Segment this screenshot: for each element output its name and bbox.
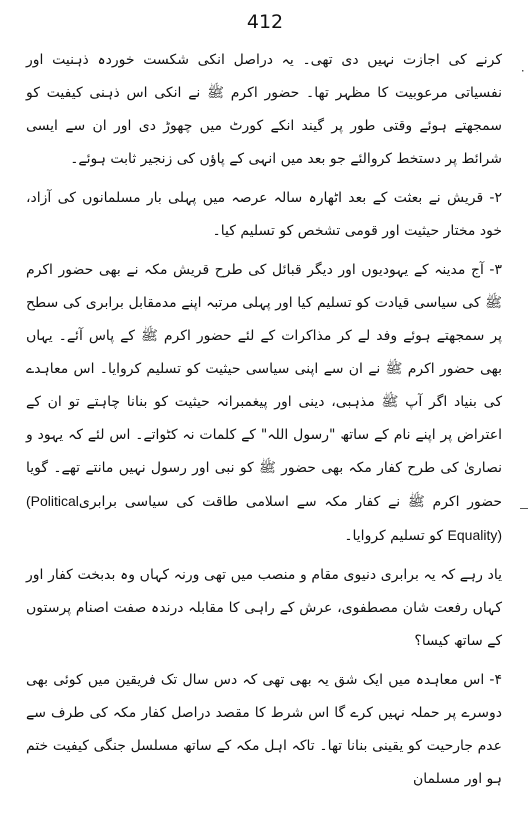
margin-mark: ٠: [519, 63, 526, 77]
political-equality-term: (Political Equality): [26, 493, 502, 543]
paragraph-3-text-before: ۳- آج مدینہ کے یہودیوں اور دیگر قبائل کی طرح قریش مکہ نے بھی حضور اکرم ﷺ کی سیاسی قیادت کو تسلیم کیا اور پہلی مرتبہ اپنے مدمقابل برابری کی سطح پر سمجھتے ہوئے وفد لے کر مذاکرات کے لئے حضور اکرم ﷺ کے پاس آئے۔ یہاں بھی حضور اکرم ﷺ نے ان سے اپنی سیاسی حیثیت کو تسلیم کروایا۔ اس معاہدے کی بنیاد اگر آپ ﷺ مذہبی، دینی اور پیغمبرانہ حیثیت کو بنانا چاہتے تو ان کے اعتراض پر اپنے نام کے ساتھ "رسول اللہ" کے کلمات نہ کٹواتے۔ اس لئے کہ یہود و نصاریٰ کی طرح کفار مکہ بھی حضور ﷺ کو نبی اور رسول نہیں مانتے تھے۔ گویا حضور اکرم ﷺ نے کفار مکہ سے اسلامی طاقت کی سیاسی برابری: [26, 262, 502, 510]
paragraph-2: ۲- قریش نے بعثت کے بعد اٹھارہ سالہ عرصہ میں پہلی بار مسلمانوں کی آزاد، خود مختار حیثیت اور قومی تشخص کو تسلیم کیا۔: [26, 190, 502, 239]
paragraph-3: [26, 254, 502, 553]
page-number: 412: [246, 11, 284, 33]
paragraph-1: کرنے کی اجازت نہیں دی تھی۔ یہ دراصل انکی شکست خوردہ ذہنیت اور نفسیاتی مرعوبیت کا مظہر تھا۔ حضور اکرم ﷺ نے انکی اس ذہنی کیفیت کو سمجھتے ہوئے وقتی طور پر گیند انکے کورٹ میں چھوڑ دی اور ان سے ایسی شرائط پر دستخط کروالئے جو بعد میں انہی کے پاؤں کی زنجیر ثابت ہوئے۔: [26, 52, 502, 167]
page-body: [26, 44, 502, 802]
paragraph-4: یاد رہے کہ یہ برابری دنیوی مقام و منصب میں تھی ورنہ کہاں وہ بدبخت کفار اور کہاں رفعت شان مصطفوی، عرش کے راہی کا مقابلہ درندہ صفت اصنام پرستوں کے ساتھ کیسا؟: [26, 567, 502, 649]
margin-dash: [520, 508, 528, 509]
paragraph-3-text-after: کو تسلیم کروایا۔: [344, 528, 448, 544]
paragraph-5: ۴- اس معاہدہ میں ایک شق یہ بھی تھی کہ دس سال تک فریقین میں کوئی بھی دوسرے پر حملہ نہیں کرے گا اس شرط کا مقصد دراصل کفار مکہ کی طرف سے عدم جارحیت کو یقینی بنانا تھا۔ تاکہ اہل مکہ کے ساتھ مسلسل جنگی کیفیت ختم ہو اور مسلمان: [26, 672, 502, 787]
